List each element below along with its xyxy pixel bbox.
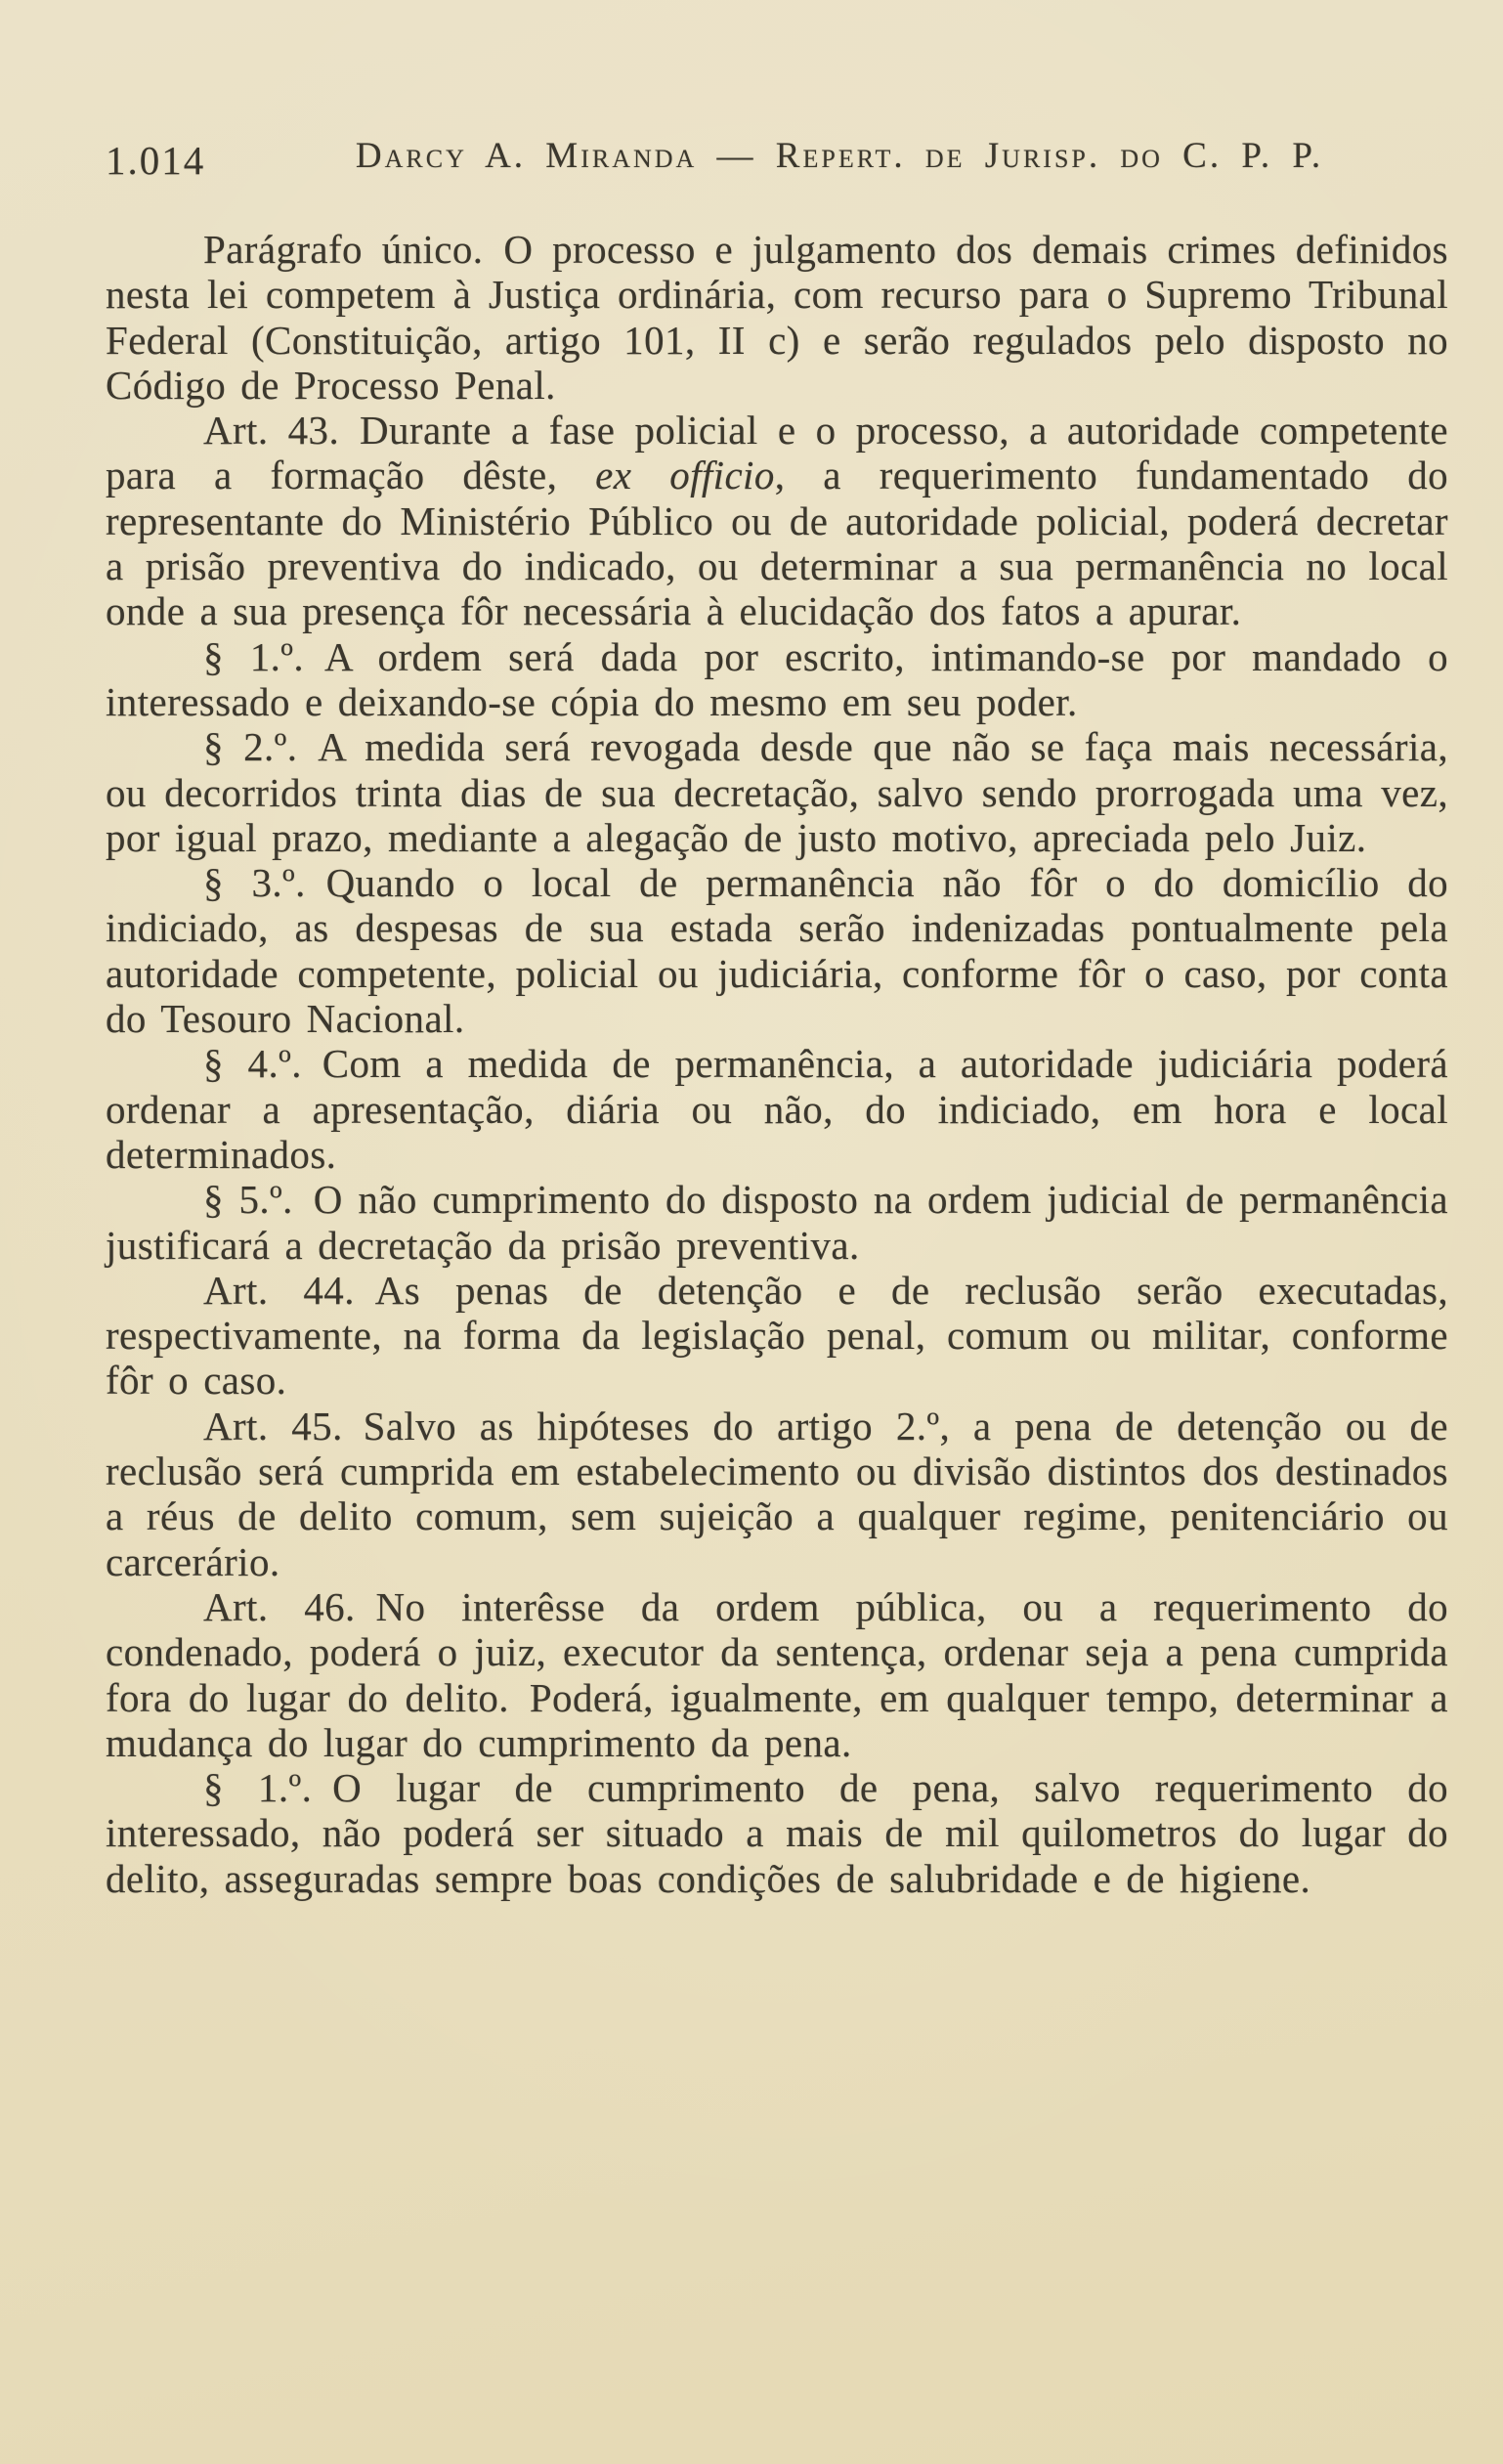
paragraph-text: Parágrafo único. O processo e julgamento dos demais crimes definidos nesta lei competem à Justiça ordinária, com recurso para o Supremo Tribunal Federal (Constituição, artigo 101, II c) e serão regulados pelo disposto no Código de Processo Penal.	[106, 227, 1448, 408]
paragraph-text: § 5.º. O não cumprimento do disposto na ordem judicial de permanência justificará a decretação da prisão preventiva.	[106, 1177, 1448, 1268]
paragraph-art-43-par-1	[106, 634, 1448, 725]
page-body	[106, 227, 1448, 1901]
paragraph-text: § 4.º. Com a medida de permanência, a autoridade judiciária poderá ordenar a apresentação, diária ou não, do indiciado, em hora e local determinados.	[106, 1041, 1448, 1177]
paragraph-text: Art. 44. As penas de detenção e de reclusão serão executadas, respectivamente, na forma da legislação penal, comum ou militar, conforme fôr o caso.	[106, 1267, 1448, 1404]
paragraph-paragrafo-unico	[106, 227, 1448, 408]
paragraph-art-43-par-4	[106, 1041, 1448, 1177]
paragraph-art-46	[106, 1584, 1448, 1765]
paragraph-text: Art. 45. Salvo as hipóteses do artigo 2.º, a pena de detenção ou de reclusão será cumprida em estabelecimento ou divisão distintos dos destinados a réus de delito comum, sem sujeição a qualquer regime, penitenciário ou carcerário.	[106, 1403, 1448, 1584]
paragraph-art-46-par-1	[106, 1765, 1448, 1901]
paragraph-art-43-par-3	[106, 860, 1448, 1041]
latin-phrase-ex-officio: ex officio	[595, 453, 775, 498]
paragraph-text: § 3.º. Quando o local de permanência não fôr o do domicílio do indiciado, as despesas de sua estada serão indenizadas pontualmente pela autoridade competente, policial ou judiciária, conforme fôr o caso, por conta do Tesouro Nacional.	[106, 860, 1448, 1042]
paragraph-text: , a requerimento fundamentado do representante do Ministério Público ou de autoridade policial, poderá decretar a prisão preventiva do indicado, ou determinar a sua permanência no local onde a sua presença fôr necessária à elucidação dos fatos a apurar.	[106, 453, 1448, 634]
paragraph-art-45	[106, 1404, 1448, 1584]
paragraph-text: Art. 43. Durante a fase policial e o processo, a autoridade competente para a formação dêste,	[106, 408, 1448, 498]
paragraph-text: Art. 46. No interêsse da ordem pública, ou a requerimento do condenado, poderá o juiz, executor da sentença, ordenar seja a pena cumprida fora do lugar do delito. Poderá, igualmente, em qualquer tempo, determinar a mudança do lugar do cumprimento da pena.	[106, 1583, 1448, 1765]
paragraph-text: § 1.º. O lugar de cumprimento de pena, salvo requerimento do interessado, não poderá ser situado a mais de mil quilometros do lugar do delito, asseguradas sempre boas condições de salubridade e de higiene.	[106, 1765, 1448, 1901]
paragraph-art-43-par-2	[106, 724, 1448, 860]
paragraph-art-44	[106, 1268, 1448, 1404]
paragraph-text: § 2.º. A medida será revogada desde que não se faça mais necessária, ou decorridos trinta dias de sua decretação, salvo sendo prorrogada uma vez, por igual prazo, mediante a alegação de justo motivo, apreciada pelo Juiz.	[106, 724, 1448, 860]
paragraph-text: § 1.º. A ordem será dada por escrito, intimando-se por mandado o interessado e deixando-se cópia do mesmo em seu poder.	[106, 633, 1448, 724]
paragraph-art-43-par-5	[106, 1177, 1448, 1268]
running-header	[106, 135, 1446, 186]
paragraph-art-43	[106, 408, 1448, 633]
running-title: Darcy A. Miranda — Repert. de Jurisp. do C. P. P.	[355, 136, 1324, 176]
page-number: 1.014	[106, 138, 206, 183]
